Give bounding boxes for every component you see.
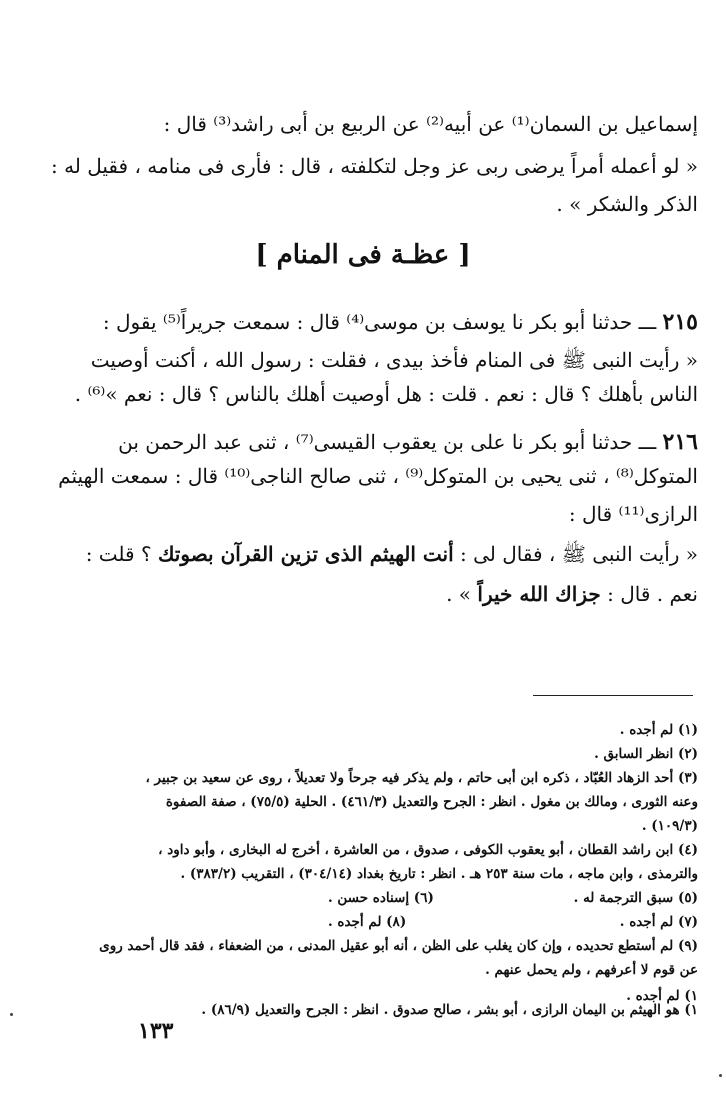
footnote-9-line-2: عن قوم لا أعرفهم ، ولم يحمل عنهم . [485,962,698,978]
hadith-215-text-1: ـــ حدثنا أبو بكر نا يوسف بن موسى⁽⁴⁾ قال : سمعت جريراً⁽⁵⁾ يقول : [102,310,657,334]
section-heading: [ عظـة فى المنام ] [255,240,471,270]
hadith-216-text-4c: ؟ قلت : [85,542,158,566]
footnote-3-line-3: (١٠٩/٣) . [641,818,698,834]
hadith-216-line-1 [28,428,698,456]
hadith-216-text-5b: جزاك الله خيراً [477,582,601,606]
hadith-216-line-4 [28,540,698,568]
hadith-216-text-5c: » . [446,582,478,606]
page-number: ١٣٣ [138,1018,174,1044]
hadith-216-number: ٢١٦ [662,429,698,455]
footnote-3-line-2: وعنه الثورى ، ومالك بن مغول . انظر : الجرح والتعديل (٤٦١/٣) . الحلية (٧٥/٥) ، صفة الصفوة [165,794,698,810]
footnote-rule [533,695,693,696]
hadith-216-line-2: المتوكل⁽⁸⁾ ، ثنى يحيى بن المتوكل⁽⁹⁾ ، ثنى صالح الناجى⁽¹⁰⁾ قال : سمعت الهيثم [58,464,698,488]
hadith-215-number: ٢١٥ [662,309,698,335]
intro-line-2: « لو أعمله أمراً يرضى ربى عز وجل لتكلفته ، قال : فأرى فى منامه ، فقيل له : [50,154,698,178]
hadith-216-text-5a: نعم . قال : [600,582,698,606]
scan-speck [10,1013,13,1016]
footnote-10: ١) لم أجده . [626,988,698,1004]
footnote-4-line-2: والترمذى ، وابن ماجه ، مات سنة ٢٥٣ هـ . انظر : تاريخ بغداد (٣٠٤/١٤) ، التقريب (٣٨٣/٢) . [180,866,698,882]
scan-speck [719,1074,722,1077]
footnote-4-line-1: (٤) ابن راشد القطان ، أبو يعقوب الكوفى ، صدوق ، من العاشرة ، أخرج له البخارى ، وأبو داود ، [158,842,698,858]
footnote-row-5-6 [28,888,698,908]
footnote-6: (٦) إسناده حسن . [328,890,434,906]
footnote-5: (٥) سبق الترجمة له . [573,890,698,906]
intro-line-1: إسماعيل بن السمان⁽¹⁾ عن أبيه⁽²⁾ عن الربيع بن أبى راشد⁽³⁾ قال : [163,112,698,136]
footnote-9-line-1: (٩) لم أستطع تحديده ، وإن كان يغلب على الظن ، أنه أبو عقيل المدنى ، من الضعفاء ، فقد قال أحمد روى [99,938,698,954]
hadith-216-text-4b: أنت الهيثم الذى تزين القرآن بصوتك [157,542,454,566]
intro-line-3: الذكر والشكر » . [556,192,698,216]
footnote-3-line-1: (٣) أحد الزهاد العُبّاد ، ذكره ابن أبى حاتم ، ولم يذكر فيه جرحاً ولا تعديلاً ، روى عن سعيد بن جبير ، [145,770,698,786]
hadith-216-line-3: الرازى⁽¹¹⁾ قال : [568,502,698,526]
footnote-row-7-8 [28,912,698,932]
hadith-215-line-1 [28,308,698,336]
hadith-215-line-3: الناس بأهلك ؟ قال : نعم . قلت : هل أوصيت أهلك بالناس ؟ قال : نعم »⁽⁶⁾ . [74,382,698,406]
footnote-8: (٨) لم أجده . [328,914,407,930]
footnote-2: (٢) انظر السابق . [594,746,698,762]
hadith-216-text-1: ـــ حدثنا أبو بكر نا على بن يعقوب القيسى⁽⁷⁾ ، ثنى عبد الرحمن بن [118,430,657,454]
hadith-215-line-2: « رأيت النبى ﷺ فى المنام فأخذ بيدى ، فقلت : رسول الله ، أكنت أوصيت [90,348,698,372]
footnote-11: ١) هو الهيثم بن اليمان الرازى ، أبو بشر ، صالح صدوق . انظر : الجرح والتعديل (٨٦/٩) . [201,1002,698,1018]
footnote-7: (٧) لم أجده . [619,914,698,930]
footnote-1: (١) لم أجده . [619,722,698,738]
hadith-216-line-5 [28,580,698,608]
hadith-216-text-4a: « رأيت النبى ﷺ ، فقال لى : [453,542,698,566]
